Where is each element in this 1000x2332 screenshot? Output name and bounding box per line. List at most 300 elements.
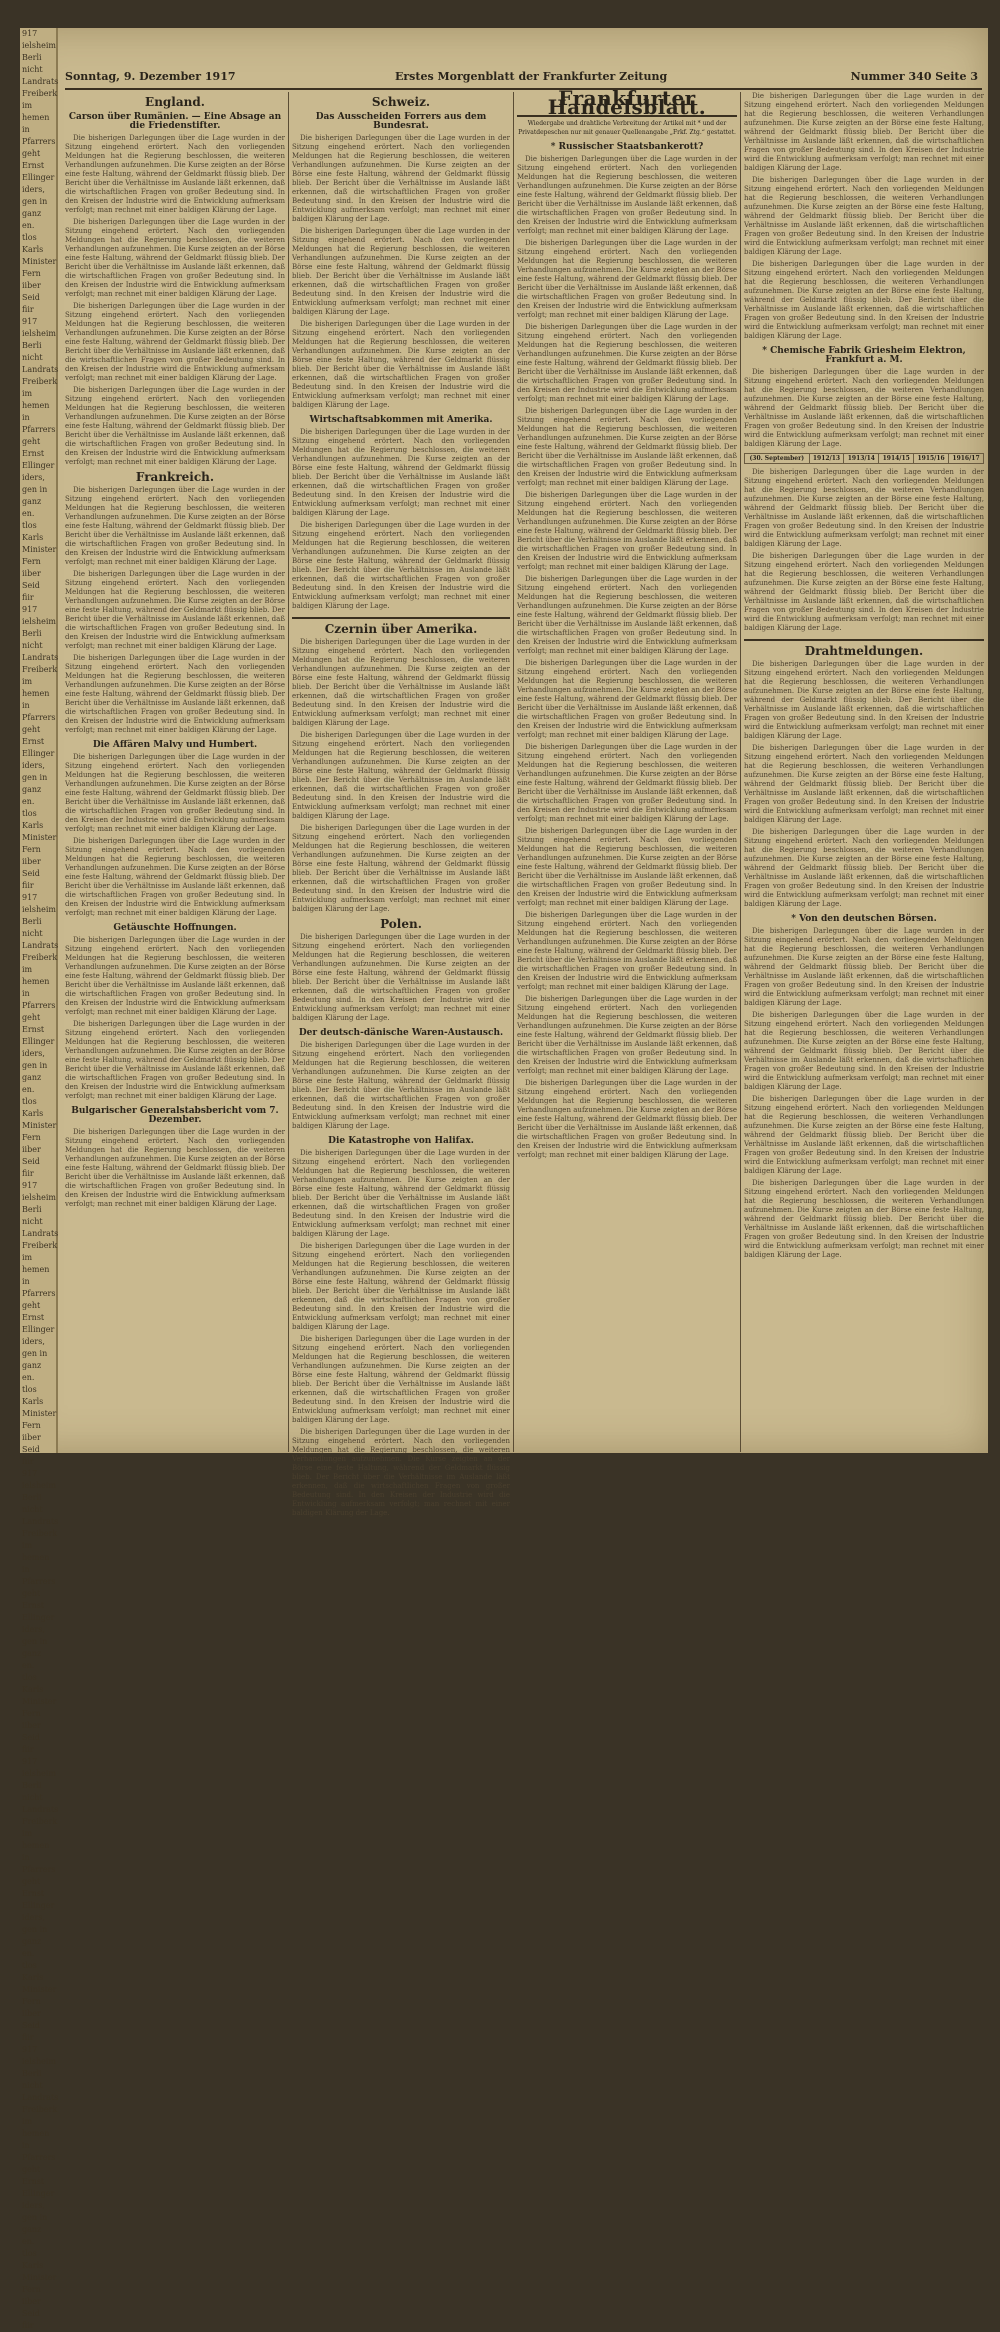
strip-word: geht — [22, 149, 41, 158]
strip-word: Pfarrers — [22, 713, 56, 722]
article-heading: * Chemische Fabrik Griesheim Elektron, Frankfurt a. M. — [762, 346, 966, 365]
paragraph: Die bisherigen Darlegungen über die Lage wurden in der Sitzung eingehend erörtert. Nach den vorliegenden Meldungen hat die Regierung beschlossen, die weiteren Verhandlungen aufzunehmen. Die Kurse zeigten an der Börse eine feste Haltung, während der Geldmarkt flüssig blieb. Der Bericht über die Verhältnisse im Auslande läßt erkennen, daß die wirtschaftlichen Fragen von großer Bedeutung sind. In den Kreisen der Industrie wird die Entwicklung aufmerksam verfolgt; man rechnet mit einer baldigen Klärung der Lage. — [744, 1179, 984, 1259]
paragraph: Die bisherigen Darlegungen über die Lage wurden in der Sitzung eingehend erörtert. Nach den vorliegenden Meldungen hat die Regierung beschlossen, die weiteren Verhandlungen aufzunehmen. Die Kurse zeigten an der Börse eine feste Haltung, während der Geldmarkt flüssig blieb. Der Bericht über die Verhältnisse im Auslande läßt erkennen, daß die wirtschaftlichen Fragen von großer Bedeutung sind. In den Kreisen der Industrie wird die Entwicklung aufmerksam verfolgt; man rechnet mit einer baldigen Klärung der Lage. — [292, 1149, 510, 1238]
strip-word: Landrats — [22, 653, 59, 662]
article-heading: * Von den deutschen Börsen. — [791, 914, 937, 924]
strip-word: Karls — [22, 533, 44, 542]
strip-word: Pfarrers — [22, 1289, 56, 1298]
paragraph: Die bisherigen Darlegungen über die Lage wurden in der Sitzung eingehend erörtert. Nach den vorliegenden Meldungen hat die Regierung beschlossen, die weiteren Verhandlungen aufzunehmen. Die Kurse zeigten an der Börse eine feste Haltung, während der Geldmarkt flüssig blieb. Der Bericht über die Verhältnisse im Auslande läßt erkennen, daß die wirtschaftlichen Fragen von großer Bedeutung sind. In den Kreisen der Industrie wird die Entwicklung aufmerksam verfolgt; man rechnet mit einer baldigen Klärung der Lage. — [517, 743, 737, 823]
strip-word: 917 — [22, 29, 38, 38]
strip-word: Freiberk — [22, 1529, 58, 1538]
section-heading: Frankreich. — [135, 470, 215, 484]
strip-word: Pfarrers — [22, 137, 56, 146]
article-body — [65, 753, 285, 918]
strip-word: in — [22, 1565, 30, 1574]
strip-word: gen in — [22, 1349, 48, 1358]
strip-word: en. — [22, 1661, 35, 1670]
strip-word: Freiberk — [22, 665, 58, 674]
strip-word: Ernst — [22, 1025, 45, 1034]
paragraph: Die bisherigen Darlegungen über die Lage wurden in der Sitzung eingehend erörtert. Nach den vorliegenden Meldungen hat die Regierung beschlossen, die weiteren Verhandlungen aufzunehmen. Die Kurse zeigten an der Börse eine feste Haltung, während der Geldmarkt flüssig blieb. Der Bericht über die Verhältnisse im Auslande läßt erkennen, daß die wirtschaftlichen Fragen von großer Bedeutung sind. In den Kreisen der Industrie wird die Entwicklung aufmerksam verfolgt; man rechnet mit einer baldigen Klärung der Lage. — [744, 468, 984, 548]
article-body — [65, 936, 285, 1101]
adjacent-page-strip — [20, 28, 59, 2330]
strip-word: Freiberk — [22, 953, 58, 962]
column-rule — [513, 92, 514, 1452]
strip-word: Karls — [22, 1685, 44, 1694]
strip-word: Landrats — [22, 77, 59, 86]
strip-word: hemen — [22, 689, 50, 698]
strip-word: Ellinger — [22, 749, 55, 758]
paragraph: Die bisherigen Darlegungen über die Lage wurden in der Sitzung eingehend erörtert. Nach den vorliegenden Meldungen hat die Regierung beschlossen, die weiteren Verhandlungen aufzunehmen. Die Kurse zeigten an der Börse eine feste Haltung, während der Geldmarkt flüssig blieb. Der Bericht über die Verhältnisse im Auslande läßt erkennen, daß die wirtschaftlichen Fragen von großer Bedeutung sind. In den Kreisen der Industrie wird die Entwicklung aufmerksam verfolgt; man rechnet mit einer baldigen Klärung der Lage. — [744, 1095, 984, 1175]
strip-word: Minister — [22, 1121, 57, 1130]
column-4 — [744, 92, 984, 1452]
paragraph: Die bisherigen Darlegungen über die Lage wurden in der Sitzung eingehend erörtert. Nach den vorliegenden Meldungen hat die Regierung beschlossen, die weiteren Verhandlungen aufzunehmen. Die Kurse zeigten an der Börse eine feste Haltung, während der Geldmarkt flüssig blieb. Der Bericht über die Verhältnisse im Auslande läßt erkennen, daß die wirtschaftlichen Fragen von großer Bedeutung sind. In den Kreisen der Industrie wird die Entwicklung aufmerksam verfolgt; man rechnet mit einer baldigen Klärung der Lage. — [744, 1011, 984, 1091]
paragraph: Die bisherigen Darlegungen über die Lage wurden in der Sitzung eingehend erörtert. Nach den vorliegenden Meldungen hat die Regierung beschlossen, die weiteren Verhandlungen aufzunehmen. Die Kurse zeigten an der Börse eine feste Haltung, während der Geldmarkt flüssig blieb. Der Bericht über die Verhältnisse im Auslande läßt erkennen, daß die wirtschaftlichen Fragen von großer Bedeutung sind. In den Kreisen der Industrie wird die Entwicklung aufmerksam verfolgt; man rechnet mit einer baldigen Klärung der Lage. — [65, 936, 285, 1016]
paragraph: Die bisherigen Darlegungen über die Lage wurden in der Sitzung eingehend erörtert. Nach den vorliegenden Meldungen hat die Regierung beschlossen, die weiteren Verhandlungen aufzunehmen. Die Kurse zeigten an der Börse eine feste Haltung, während der Geldmarkt flüssig blieb. Der Bericht über die Verhältnisse im Auslande läßt erkennen, daß die wirtschaftlichen Fragen von großer Bedeutung sind. In den Kreisen der Industrie wird die Entwicklung aufmerksam verfolgt; man rechnet mit einer baldigen Klärung der Lage. — [744, 828, 984, 908]
strip-word: gen in — [22, 1637, 48, 1646]
article-body — [744, 92, 984, 341]
strip-word: iiber — [22, 1721, 41, 1730]
strip-word: Landrats — [22, 1805, 59, 1814]
paragraph: Die bisherigen Darlegungen über die Lage wurden in der Sitzung eingehend erörtert. Nach den vorliegenden Meldungen hat die Regierung beschlossen, die weiteren Verhandlungen aufzunehmen. Die Kurse zeigten an der Börse eine feste Haltung, während der Geldmarkt flüssig blieb. Der Bericht über die Verhältnisse im Auslande läßt erkennen, daß die wirtschaftlichen Fragen von großer Bedeutung sind. In den Kreisen der Industrie wird die Entwicklung aufmerksam verfolgt; man rechnet mit einer baldigen Klärung der Lage. — [517, 491, 737, 571]
strip-word: Minister — [22, 545, 57, 554]
strip-word: Seid — [22, 1733, 40, 1742]
strip-word: Berli — [22, 1205, 42, 1214]
divider — [744, 639, 984, 641]
strip-word: en. — [22, 1085, 35, 1094]
strip-word: Ellinger — [22, 1901, 55, 1910]
article-heading: Das Ausscheiden Forrers aus dem Bundesrat. — [315, 112, 487, 131]
strip-word: Freiberk — [22, 89, 58, 98]
divider — [292, 617, 510, 619]
strip-word: fiir — [22, 305, 34, 314]
strip-word: Ernst — [22, 449, 45, 458]
paragraph: Die bisherigen Darlegungen über die Lage wurden in der Sitzung eingehend erörtert. Nach den vorliegenden Meldungen hat die Regierung beschlossen, die weiteren Verhandlungen aufzunehmen. Die Kurse zeigten an der Börse eine feste Haltung, während der Geldmarkt flüssig blieb. Der Bericht über die Verhältnisse im Auslande läßt erkennen, daß die wirtschaftlichen Fragen von großer Bedeutung sind. In den Kreisen der Industrie wird die Entwicklung aufmerksam verfolgt; man rechnet mit einer baldigen Klärung der Lage. — [744, 176, 984, 256]
strip-word: nicht — [22, 1793, 43, 1802]
strip-word: ganz — [22, 1649, 42, 1658]
paragraph: Die bisherigen Darlegungen über die Lage wurden in der Sitzung eingehend erörtert. Nach den vorliegenden Meldungen hat die Regierung beschlossen, die weiteren Verhandlungen aufzunehmen. Die Kurse zeigten an der Börse eine feste Haltung, während der Geldmarkt flüssig blieb. Der Bericht über die Verhältnisse im Auslande läßt erkennen, daß die wirtschaftlichen Fragen von großer Bedeutung sind. In den Kreisen der Industrie wird die Entwicklung aufmerksam verfolgt; man rechnet mit einer baldigen Klärung der Lage. — [65, 570, 285, 650]
strip-word: gen in — [22, 1925, 48, 1934]
paragraph: Die bisherigen Darlegungen über die Lage wurden in der Sitzung eingehend erörtert. Nach den vorliegenden Meldungen hat die Regierung beschlossen, die weiteren Verhandlungen aufzunehmen. Die Kurse zeigten an der Börse eine feste Haltung, während der Geldmarkt flüssig blieb. Der Bericht über die Verhältnisse im Auslande läßt erkennen, daß die wirtschaftlichen Fragen von großer Bedeutung sind. In den Kreisen der Industrie wird die Entwicklung aufmerksam verfolgt; man rechnet mit einer baldigen Klärung der Lage. — [517, 659, 737, 739]
strip-word: ielsheim — [22, 41, 56, 50]
strip-word: nicht — [22, 65, 43, 74]
strip-word: en. — [22, 509, 35, 518]
newspaper-page — [20, 28, 988, 2330]
strip-word: nicht — [22, 2081, 43, 2090]
paragraph: Die bisherigen Darlegungen über die Lage wurden in der Sitzung eingehend erörtert. Nach den vorliegenden Meldungen hat die Regierung beschlossen, die weiteren Verhandlungen aufzunehmen. Die Kurse zeigten an der Börse eine feste Haltung, während der Geldmarkt flüssig blieb. Der Bericht über die Verhältnisse im Auslande läßt erkennen, daß die wirtschaftlichen Fragen von großer Bedeutung sind. In den Kreisen der Industrie wird die Entwicklung aufmerksam verfolgt; man rechnet mit einer baldigen Klärung der Lage. — [292, 1242, 510, 1331]
paragraph: Die bisherigen Darlegungen über die Lage wurden in der Sitzung eingehend erörtert. Nach den vorliegenden Meldungen hat die Regierung beschlossen, die weiteren Verhandlungen aufzunehmen. Die Kurse zeigten an der Börse eine feste Haltung, während der Geldmarkt flüssig blieb. Der Bericht über die Verhältnisse im Auslande läßt erkennen, daß die wirtschaftlichen Fragen von großer Bedeutung sind. In den Kreisen der Industrie wird die Entwicklung aufmerksam verfolgt; man rechnet mit einer baldigen Klärung der Lage. — [517, 323, 737, 403]
strip-word: im — [22, 101, 33, 110]
strip-word: Karls — [22, 1973, 44, 1982]
strip-word: en. — [22, 1949, 35, 1958]
article-body — [292, 638, 510, 914]
strip-word: Landrats — [22, 365, 59, 374]
strip-word: Ellinger — [22, 1325, 55, 1334]
section-heading: England. — [145, 95, 205, 109]
paragraph: Die bisherigen Darlegungen über die Lage wurden in der Sitzung eingehend erörtert. Nach den vorliegenden Meldungen hat die Regierung beschlossen, die weiteren Verhandlungen aufzunehmen. Die Kurse zeigten an der Börse eine feste Haltung, während der Geldmarkt flüssig blieb. Der Bericht über die Verhältnisse im Auslande läßt erkennen, daß die wirtschaftlichen Fragen von großer Bedeutung sind. In den Kreisen der Industrie wird die Entwicklung aufmerksam verfolgt; man rechnet mit einer baldigen Klärung der Lage. — [292, 1041, 510, 1130]
article-body — [292, 933, 510, 1023]
paragraph: Die bisherigen Darlegungen über die Lage wurden in der Sitzung eingehend erörtert. Nach den vorliegenden Meldungen hat die Regierung beschlossen, die weiteren Verhandlungen aufzunehmen. Die Kurse zeigten an der Börse eine feste Haltung, während der Geldmarkt flüssig blieb. Der Bericht über die Verhältnisse im Auslande läßt erkennen, daß die wirtschaftlichen Fragen von großer Bedeutung sind. In den Kreisen der Industrie wird die Entwicklung aufmerksam verfolgt; man rechnet mit einer baldigen Klärung der Lage. — [292, 428, 510, 517]
strip-word: Landrats — [22, 1229, 59, 1238]
strip-word: Ellinger — [22, 173, 55, 182]
strip-word: Seid — [22, 293, 40, 302]
strip-word: en. — [22, 221, 35, 230]
strip-word: iiber — [22, 569, 41, 578]
strip-word: Minister — [22, 257, 57, 266]
strip-word: Seid — [22, 2021, 40, 2030]
strip-word: fiir — [22, 2033, 34, 2042]
table-header-cell: 1912/13 — [809, 454, 844, 464]
article-body — [744, 660, 984, 909]
article-heading: Die Affären Malvy und Humbert. — [92, 740, 258, 750]
table-header-cell: 1914/15 — [879, 454, 914, 464]
strip-word: Fern — [22, 1421, 41, 1430]
strip-word: en. — [22, 1373, 35, 1382]
strip-word: Ellinger — [22, 2189, 55, 2198]
strip-word: Berli — [22, 53, 42, 62]
paragraph: Die bisherigen Darlegungen über die Lage wurden in der Sitzung eingehend erörtert. Nach den vorliegenden Meldungen hat die Regierung beschlossen, die weiteren Verhandlungen aufzunehmen. Die Kurse zeigten an der Börse eine feste Haltung, während der Geldmarkt flüssig blieb. Der Bericht über die Verhältnisse im Auslande läßt erkennen, daß die wirtschaftlichen Fragen von großer Bedeutung sind. In den Kreisen der Industrie wird die Entwicklung aufmerksam verfolgt; man rechnet mit einer baldigen Klärung der Lage. — [292, 521, 510, 610]
page-header — [65, 68, 982, 90]
paragraph: Die bisherigen Darlegungen über die Lage wurden in der Sitzung eingehend erörtert. Nach den vorliegenden Meldungen hat die Regierung beschlossen, die weiteren Verhandlungen aufzunehmen. Die Kurse zeigten an der Börse eine feste Haltung, während der Geldmarkt flüssig blieb. Der Bericht über die Verhältnisse im Auslande läßt erkennen, daß die wirtschaftlichen Fragen von großer Bedeutung sind. In den Kreisen der Industrie wird die Entwicklung aufmerksam verfolgt; man rechnet mit einer baldigen Klärung der Lage. — [744, 260, 984, 340]
strip-word: Fern — [22, 2285, 41, 2294]
article-body — [292, 428, 510, 611]
strip-word: ganz — [22, 1937, 42, 1946]
strip-word: Fern — [22, 269, 41, 278]
column-1 — [65, 92, 285, 1452]
paragraph: Die bisherigen Darlegungen über die Lage wurden in der Sitzung eingehend erörtert. Nach den vorliegenden Meldungen hat die Regierung beschlossen, die weiteren Verhandlungen aufzunehmen. Die Kurse zeigten an der Börse eine feste Haltung, während der Geldmarkt flüssig blieb. Der Bericht über die Verhältnisse im Auslande läßt erkennen, daß die wirtschaftlichen Fragen von großer Bedeutung sind. In den Kreisen der Industrie wird die Entwicklung aufmerksam verfolgt; man rechnet mit einer baldigen Klärung der Lage. — [744, 552, 984, 632]
strip-word: iiber — [22, 2297, 41, 2306]
article-body — [65, 486, 285, 735]
balance-table — [744, 453, 984, 464]
strip-word: Minister — [22, 833, 57, 842]
strip-word: Minister — [22, 1697, 57, 1706]
section-heading: Drahtmeldungen. — [804, 644, 924, 658]
strip-word: Berli — [22, 1493, 42, 1502]
strip-word: Ernst — [22, 1889, 45, 1898]
paragraph: Die bisherigen Darlegungen über die Lage wurden in der Sitzung eingehend erörtert. Nach den vorliegenden Meldungen hat die Regierung beschlossen, die weiteren Verhandlungen aufzunehmen. Die Kurse zeigten an der Börse eine feste Haltung, während der Geldmarkt flüssig blieb. Der Bericht über die Verhältnisse im Auslande läßt erkennen, daß die wirtschaftlichen Fragen von großer Bedeutung sind. In den Kreisen der Industrie wird die Entwicklung aufmerksam verfolgt; man rechnet mit einer baldigen Klärung der Lage. — [517, 1079, 737, 1159]
strip-word: Berli — [22, 1781, 42, 1790]
strip-word: geht — [22, 1877, 41, 1886]
strip-word: ganz — [22, 1361, 42, 1370]
strip-word: Fern — [22, 845, 41, 854]
strip-word: Pfarrers — [22, 1865, 56, 1874]
strip-word: im — [22, 1829, 33, 1838]
table-header-cell: 1915/16 — [914, 454, 949, 464]
strip-word: Ernst — [22, 737, 45, 746]
strip-word: Minister — [22, 1985, 57, 1994]
strip-word: iiber — [22, 281, 41, 290]
header-date: Sonntag, 9. Dezember 1917 — [65, 70, 236, 83]
paragraph: Die bisherigen Darlegungen über die Lage wurden in der Sitzung eingehend erörtert. Nach den vorliegenden Meldungen hat die Regierung beschlossen, die weiteren Verhandlungen aufzunehmen. Die Kurse zeigten an der Börse eine feste Haltung, während der Geldmarkt flüssig blieb. Der Bericht über die Verhältnisse im Auslande läßt erkennen, daß die wirtschaftlichen Fragen von großer Bedeutung sind. In den Kreisen der Industrie wird die Entwicklung aufmerksam verfolgt; man rechnet mit einer baldigen Klärung der Lage. — [292, 824, 510, 913]
strip-word: ielsheim — [22, 329, 56, 338]
strip-word: ielsheim — [22, 617, 56, 626]
strip-word: hemen — [22, 401, 50, 410]
strip-word: Karls — [22, 1397, 44, 1406]
strip-word: tlos — [22, 521, 37, 530]
strip-word: Landrats — [22, 1517, 59, 1526]
strip-word: 917 — [22, 1181, 38, 1190]
strip-word: hemen — [22, 113, 50, 122]
strip-word: iders, — [22, 185, 45, 194]
strip-word: 917 — [22, 1757, 38, 1766]
strip-word: gen in — [22, 2213, 48, 2222]
paragraph: Die bisherigen Darlegungen über die Lage wurden in der Sitzung eingehend erörtert. Nach den vorliegenden Meldungen hat die Regierung beschlossen, die weiteren Verhandlungen aufzunehmen. Die Kurse zeigten an der Börse eine feste Haltung, während der Geldmarkt flüssig blieb. Der Bericht über die Verhältnisse im Auslande läßt erkennen, daß die wirtschaftlichen Fragen von großer Bedeutung sind. In den Kreisen der Industrie wird die Entwicklung aufmerksam verfolgt; man rechnet mit einer baldigen Klärung der Lage. — [65, 837, 285, 917]
strip-word: nicht — [22, 641, 43, 650]
strip-word: Karls — [22, 821, 44, 830]
strip-word: Ernst — [22, 161, 45, 170]
strip-word: Ellinger — [22, 461, 55, 470]
strip-word: tlos — [22, 1097, 37, 1106]
article-heading: Die Katastrophe von Halifax. — [328, 1136, 474, 1146]
strip-word: 917 — [22, 317, 38, 326]
paragraph: Die bisherigen Darlegungen über die Lage wurden in der Sitzung eingehend erörtert. Nach den vorliegenden Meldungen hat die Regierung beschlossen, die weiteren Verhandlungen aufzunehmen. Die Kurse zeigten an der Börse eine feste Haltung, während der Geldmarkt flüssig blieb. Der Bericht über die Verhältnisse im Auslande läßt erkennen, daß die wirtschaftlichen Fragen von großer Bedeutung sind. In den Kreisen der Industrie wird die Entwicklung aufmerksam verfolgt; man rechnet mit einer baldigen Klärung der Lage. — [65, 486, 285, 566]
strip-word: ganz — [22, 785, 42, 794]
strip-word: Seid — [22, 1445, 40, 1454]
strip-word: Berli — [22, 917, 42, 926]
strip-word: nicht — [22, 353, 43, 362]
strip-word: im — [22, 965, 33, 974]
strip-word: fiir — [22, 881, 34, 890]
paragraph: Die bisherigen Darlegungen über die Lage wurden in der Sitzung eingehend erörtert. Nach den vorliegenden Meldungen hat die Regierung beschlossen, die weiteren Verhandlungen aufzunehmen. Die Kurse zeigten an der Börse eine feste Haltung, während der Geldmarkt flüssig blieb. Der Bericht über die Verhältnisse im Auslande läßt erkennen, daß die wirtschaftlichen Fragen von großer Bedeutung sind. In den Kreisen der Industrie wird die Entwicklung aufmerksam verfolgt; man rechnet mit einer baldigen Klärung der Lage. — [517, 575, 737, 655]
strip-word: iders, — [22, 2201, 45, 2210]
strip-word: in — [22, 701, 30, 710]
strip-word: tlos — [22, 1385, 37, 1394]
strip-word: Berli — [22, 2069, 42, 2078]
strip-word: iiber — [22, 857, 41, 866]
paragraph: Die bisherigen Darlegungen über die Lage wurden in der Sitzung eingehend erörtert. Nach den vorliegenden Meldungen hat die Regierung beschlossen, die weiteren Verhandlungen aufzunehmen. Die Kurse zeigten an der Börse eine feste Haltung, während der Geldmarkt flüssig blieb. Der Bericht über die Verhältnisse im Auslande läßt erkennen, daß die wirtschaftlichen Fragen von großer Bedeutung sind. In den Kreisen der Industrie wird die Entwicklung aufmerksam verfolgt; man rechnet mit einer baldigen Klärung der Lage. — [744, 744, 984, 824]
strip-word: gen in — [22, 1061, 48, 1070]
strip-word: nicht — [22, 1505, 43, 1514]
strip-word: iders, — [22, 1913, 45, 1922]
strip-word: im — [22, 2117, 33, 2126]
strip-word: Fern — [22, 1709, 41, 1718]
paragraph: Die bisherigen Darlegungen über die Lage wurden in der Sitzung eingehend erörtert. Nach den vorliegenden Meldungen hat die Regierung beschlossen, die weiteren Verhandlungen aufzunehmen. Die Kurse zeigten an der Börse eine feste Haltung, während der Geldmarkt flüssig blieb. Der Bericht über die Verhältnisse im Auslande läßt erkennen, daß die wirtschaftlichen Fragen von großer Bedeutung sind. In den Kreisen der Industrie wird die Entwicklung aufmerksam verfolgt; man rechnet mit einer baldigen Klärung der Lage. — [292, 1335, 510, 1424]
column-2 — [292, 92, 510, 1517]
strip-word: Seid — [22, 581, 40, 590]
strip-word: 917 — [22, 893, 38, 902]
strip-word: ielsheim — [22, 1769, 56, 1778]
handelsblatt-title: Frankfurter Handelsblatt. — [517, 94, 737, 117]
strip-word: Fern — [22, 1997, 41, 2006]
strip-word: nicht — [22, 929, 43, 938]
strip-word: Ernst — [22, 1313, 45, 1322]
paragraph: Die bisherigen Darlegungen über die Lage wurden in der Sitzung eingehend erörtert. Nach den vorliegenden Meldungen hat die Regierung beschlossen, die weiteren Verhandlungen aufzunehmen. Die Kurse zeigten an der Börse eine feste Haltung, während der Geldmarkt flüssig blieb. Der Bericht über die Verhältnisse im Auslande läßt erkennen, daß die wirtschaftlichen Fragen von großer Bedeutung sind. In den Kreisen der Industrie wird die Entwicklung aufmerksam verfolgt; man rechnet mit einer baldigen Klärung der Lage. — [65, 753, 285, 833]
strip-word: in — [22, 1277, 30, 1286]
article-body — [744, 468, 984, 633]
article-heading: Wirtschaftsabkommen mit Amerika. — [309, 415, 493, 425]
strip-word: im — [22, 1253, 33, 1262]
strip-word: hemen — [22, 977, 50, 986]
strip-word: ganz — [22, 1073, 42, 1082]
article-body — [292, 1149, 510, 1518]
strip-word: geht — [22, 1301, 41, 1310]
strip-word: hemen — [22, 1553, 50, 1562]
paragraph: Die bisherigen Darlegungen über die Lage wurden in der Sitzung eingehend erörtert. Nach den vorliegenden Meldungen hat die Regierung beschlossen, die weiteren Verhandlungen aufzunehmen. Die Kurse zeigten an der Börse eine feste Haltung, während der Geldmarkt flüssig blieb. Der Bericht über die Verhältnisse im Auslande läßt erkennen, daß die wirtschaftlichen Fragen von großer Bedeutung sind. In den Kreisen der Industrie wird die Entwicklung aufmerksam verfolgt; man rechnet mit einer baldigen Klärung der Lage. — [65, 218, 285, 298]
strip-word: Freiberk — [22, 1241, 58, 1250]
strip-word: ganz — [22, 497, 42, 506]
strip-word: Fern — [22, 557, 41, 566]
paragraph: Die bisherigen Darlegungen über die Lage wurden in der Sitzung eingehend erörtert. Nach den vorliegenden Meldungen hat die Regierung beschlossen, die weiteren Verhandlungen aufzunehmen. Die Kurse zeigten an der Börse eine feste Haltung, während der Geldmarkt flüssig blieb. Der Bericht über die Verhältnisse im Auslande läßt erkennen, daß die wirtschaftlichen Fragen von großer Bedeutung sind. In den Kreisen der Industrie wird die Entwicklung aufmerksam verfolgt; man rechnet mit einer baldigen Klärung der Lage. — [744, 92, 984, 172]
strip-word: Pfarrers — [22, 2153, 56, 2162]
article-body — [292, 134, 510, 410]
paragraph: Die bisherigen Darlegungen über die Lage wurden in der Sitzung eingehend erörtert. Nach den vorliegenden Meldungen hat die Regierung beschlossen, die weiteren Verhandlungen aufzunehmen. Die Kurse zeigten an der Börse eine feste Haltung, während der Geldmarkt flüssig blieb. Der Bericht über die Verhältnisse im Auslande läßt erkennen, daß die wirtschaftlichen Fragen von großer Bedeutung sind. In den Kreisen der Industrie wird die Entwicklung aufmerksam verfolgt; man rechnet mit einer baldigen Klärung der Lage. — [517, 239, 737, 319]
strip-word: iders, — [22, 1337, 45, 1346]
strip-word: Fern — [22, 1133, 41, 1142]
strip-word: tlos — [22, 1673, 37, 1682]
strip-word: en. — [22, 797, 35, 806]
strip-word: iders, — [22, 473, 45, 482]
paragraph: Die bisherigen Darlegungen über die Lage wurden in der Sitzung eingehend erörtert. Nach den vorliegenden Meldungen hat die Regierung beschlossen, die weiteren Verhandlungen aufzunehmen. Die Kurse zeigten an der Börse eine feste Haltung, während der Geldmarkt flüssig blieb. Der Bericht über die Verhältnisse im Auslande läßt erkennen, daß die wirtschaftlichen Fragen von großer Bedeutung sind. In den Kreisen der Industrie wird die Entwicklung aufmerksam verfolgt; man rechnet mit einer baldigen Klärung der Lage. — [292, 134, 510, 223]
strip-word: Karls — [22, 2261, 44, 2270]
paragraph: Die bisherigen Darlegungen über die Lage wurden in der Sitzung eingehend erörtert. Nach den vorliegenden Meldungen hat die Regierung beschlossen, die weiteren Verhandlungen aufzunehmen. Die Kurse zeigten an der Börse eine feste Haltung, während der Geldmarkt flüssig blieb. Der Bericht über die Verhältnisse im Auslande läßt erkennen, daß die wirtschaftlichen Fragen von großer Bedeutung sind. In den Kreisen der Industrie wird die Entwicklung aufmerksam verfolgt; man rechnet mit einer baldigen Klärung der Lage. — [292, 933, 510, 1022]
strip-word: geht — [22, 1589, 41, 1598]
strip-word: gen in — [22, 773, 48, 782]
column-rule — [288, 92, 289, 1452]
article-heading: Getäuschte Hoffnungen. — [113, 923, 237, 933]
strip-word: Karls — [22, 1109, 44, 1118]
article-heading: Carson über Rumänien. — Eine Absage an die Friedenstifter. — [68, 112, 282, 131]
strip-word: tlos — [22, 809, 37, 818]
article-heading: Der deutsch-dänische Waren-Austausch. — [298, 1028, 504, 1038]
strip-word: tlos — [22, 2249, 37, 2258]
strip-word: hemen — [22, 1841, 50, 1850]
section-heading: Schweiz. — [371, 95, 431, 109]
article-body — [65, 1128, 285, 1209]
strip-word: Pfarrers — [22, 425, 56, 434]
paragraph: Die bisherigen Darlegungen über die Lage wurden in der Sitzung eingehend erörtert. Nach den vorliegenden Meldungen hat die Regierung beschlossen, die weiteren Verhandlungen aufzunehmen. Die Kurse zeigten an der Börse eine feste Haltung, während der Geldmarkt flüssig blieb. Der Bericht über die Verhältnisse im Auslande läßt erkennen, daß die wirtschaftlichen Fragen von großer Bedeutung sind. In den Kreisen der Industrie wird die Entwicklung aufmerksam verfolgt; man rechnet mit einer baldigen Klärung der Lage. — [65, 654, 285, 734]
article-body — [292, 1041, 510, 1131]
strip-word: Karls — [22, 245, 44, 254]
header-number: Nummer 340 Seite 3 — [850, 70, 978, 83]
paragraph: Die bisherigen Darlegungen über die Lage wurden in der Sitzung eingehend erörtert. Nach den vorliegenden Meldungen hat die Regierung beschlossen, die weiteren Verhandlungen aufzunehmen. Die Kurse zeigten an der Börse eine feste Haltung, während der Geldmarkt flüssig blieb. Der Bericht über die Verhältnisse im Auslande läßt erkennen, daß die wirtschaftlichen Fragen von großer Bedeutung sind. In den Kreisen der Industrie wird die Entwicklung aufmerksam verfolgt; man rechnet mit einer baldigen Klärung der Lage. — [292, 731, 510, 820]
strip-word: 917 — [22, 605, 38, 614]
strip-word: Pfarrers — [22, 1001, 56, 1010]
strip-word: ielsheim — [22, 1481, 56, 1490]
strip-word: en. — [22, 2237, 35, 2246]
paragraph: Die bisherigen Darlegungen über die Lage wurden in der Sitzung eingehend erörtert. Nach den vorliegenden Meldungen hat die Regierung beschlossen, die weiteren Verhandlungen aufzunehmen. Die Kurse zeigten an der Börse eine feste Haltung, während der Geldmarkt flüssig blieb. Der Bericht über die Verhältnisse im Auslande läßt erkennen, daß die wirtschaftlichen Fragen von großer Bedeutung sind. In den Kreisen der Industrie wird die Entwicklung aufmerksam verfolgt; man rechnet mit einer baldigen Klärung der Lage. — [517, 827, 737, 907]
strip-word: Freiberk — [22, 377, 58, 386]
strip-word: iiber — [22, 1145, 41, 1154]
table-header-cell: 1913/14 — [844, 454, 879, 464]
article-heading: * Russischer Staatsbankerott? — [550, 142, 704, 152]
strip-word: ielsheim — [22, 2057, 56, 2066]
article-body — [744, 368, 984, 449]
paragraph: Die bisherigen Darlegungen über die Lage wurden in der Sitzung eingehend erörtert. Nach den vorliegenden Meldungen hat die Regierung beschlossen, die weiteren Verhandlungen aufzunehmen. Die Kurse zeigten an der Börse eine feste Haltung, während der Geldmarkt flüssig blieb. Der Bericht über die Verhältnisse im Auslande läßt erkennen, daß die wirtschaftlichen Fragen von großer Bedeutung sind. In den Kreisen der Industrie wird die Entwicklung aufmerksam verfolgt; man rechnet mit einer baldigen Klärung der Lage. — [517, 407, 737, 487]
paragraph: Die bisherigen Darlegungen über die Lage wurden in der Sitzung eingehend erörtert. Nach den vorliegenden Meldungen hat die Regierung beschlossen, die weiteren Verhandlungen aufzunehmen. Die Kurse zeigten an der Börse eine feste Haltung, während der Geldmarkt flüssig blieb. Der Bericht über die Verhältnisse im Auslande läßt erkennen, daß die wirtschaftlichen Fragen von großer Bedeutung sind. In den Kreisen der Industrie wird die Entwicklung aufmerksam verfolgt; man rechnet mit einer baldigen Klärung der Lage. — [292, 638, 510, 727]
paragraph: Die bisherigen Darlegungen über die Lage wurden in der Sitzung eingehend erörtert. Nach den vorliegenden Meldungen hat die Regierung beschlossen, die weiteren Verhandlungen aufzunehmen. Die Kurse zeigten an der Börse eine feste Haltung, während der Geldmarkt flüssig blieb. Der Bericht über die Verhältnisse im Auslande läßt erkennen, daß die wirtschaftlichen Fragen von großer Bedeutung sind. In den Kreisen der Industrie wird die Entwicklung aufmerksam verfolgt; man rechnet mit einer baldigen Klärung der Lage. — [292, 227, 510, 316]
column-rule — [740, 92, 741, 1452]
column-3 — [517, 86, 737, 1452]
strip-word: im — [22, 1541, 33, 1550]
strip-word: Seid — [22, 1157, 40, 1166]
strip-word: ielsheim — [22, 905, 56, 914]
paragraph: Die bisherigen Darlegungen über die Lage wurden in der Sitzung eingehend erörtert. Nach den vorliegenden Meldungen hat die Regierung beschlossen, die weiteren Verhandlungen aufzunehmen. Die Kurse zeigten an der Börse eine feste Haltung, während der Geldmarkt flüssig blieb. Der Bericht über die Verhältnisse im Auslande läßt erkennen, daß die wirtschaftlichen Fragen von großer Bedeutung sind. In den Kreisen der Industrie wird die Entwicklung aufmerksam verfolgt; man rechnet mit einer baldigen Klärung der Lage. — [65, 1020, 285, 1100]
paragraph: Die bisherigen Darlegungen über die Lage wurden in der Sitzung eingehend erörtert. Nach den vorliegenden Meldungen hat die Regierung beschlossen, die weiteren Verhandlungen aufzunehmen. Die Kurse zeigten an der Börse eine feste Haltung, während der Geldmarkt flüssig blieb. Der Bericht über die Verhältnisse im Auslande läßt erkennen, daß die wirtschaftlichen Fragen von großer Bedeutung sind. In den Kreisen der Industrie wird die Entwicklung aufmerksam verfolgt; man rechnet mit einer baldigen Klärung der Lage. — [65, 386, 285, 466]
strip-word: 917 — [22, 2045, 38, 2054]
strip-word: in — [22, 989, 30, 998]
paragraph: Die bisherigen Darlegungen über die Lage wurden in der Sitzung eingehend erörtert. Nach den vorliegenden Meldungen hat die Regierung beschlossen, die weiteren Verhandlungen aufzunehmen. Die Kurse zeigten an der Börse eine feste Haltung, während der Geldmarkt flüssig blieb. Der Bericht über die Verhältnisse im Auslande läßt erkennen, daß die wirtschaftlichen Fragen von großer Bedeutung sind. In den Kreisen der Industrie wird die Entwicklung aufmerksam verfolgt; man rechnet mit einer baldigen Klärung der Lage. — [744, 927, 984, 1007]
paragraph: Die bisherigen Darlegungen über die Lage wurden in der Sitzung eingehend erörtert. Nach den vorliegenden Meldungen hat die Regierung beschlossen, die weiteren Verhandlungen aufzunehmen. Die Kurse zeigten an der Börse eine feste Haltung, während der Geldmarkt flüssig blieb. Der Bericht über die Verhältnisse im Auslande läßt erkennen, daß die wirtschaftlichen Fragen von großer Bedeutung sind. In den Kreisen der Industrie wird die Entwicklung aufmerksam verfolgt; man rechnet mit einer baldigen Klärung der Lage. — [744, 368, 984, 448]
reprint-note: Wiedergabe und drahtliche Verbreitung der Artikel mit * und der Privatdepeschen nur mit genauer Quellenangabe „Frkf. Ztg.“ gestattet. — [518, 120, 736, 136]
strip-word: fiir — [22, 593, 34, 602]
strip-word: hemen — [22, 1265, 50, 1274]
article-body — [744, 927, 984, 1260]
strip-word: Berli — [22, 629, 42, 638]
strip-word: ielsheim — [22, 1193, 56, 1202]
paragraph: Die bisherigen Darlegungen über die Lage wurden in der Sitzung eingehend erörtert. Nach den vorliegenden Meldungen hat die Regierung beschlossen, die weiteren Verhandlungen aufzunehmen. Die Kurse zeigten an der Börse eine feste Haltung, während der Geldmarkt flüssig blieb. Der Bericht über die Verhältnisse im Auslande läßt erkennen, daß die wirtschaftlichen Fragen von großer Bedeutung sind. In den Kreisen der Industrie wird die Entwicklung aufmerksam verfolgt; man rechnet mit einer baldigen Klärung der Lage. — [517, 155, 737, 235]
strip-word: Landrats — [22, 941, 59, 950]
strip-word: Minister — [22, 1409, 57, 1418]
strip-word: gen in — [22, 485, 48, 494]
strip-word: iiber — [22, 1433, 41, 1442]
strip-word: im — [22, 389, 33, 398]
section-heading: Polen. — [380, 917, 422, 931]
strip-word: fiir — [22, 1169, 34, 1178]
paragraph: Die bisherigen Darlegungen über die Lage wurden in der Sitzung eingehend erörtert. Nach den vorliegenden Meldungen hat die Regierung beschlossen, die weiteren Verhandlungen aufzunehmen. Die Kurse zeigten an der Börse eine feste Haltung, während der Geldmarkt flüssig blieb. Der Bericht über die Verhältnisse im Auslande läßt erkennen, daß die wirtschaftlichen Fragen von großer Bedeutung sind. In den Kreisen der Industrie wird die Entwicklung aufmerksam verfolgt; man rechnet mit einer baldigen Klärung der Lage. — [292, 320, 510, 409]
header-masthead: Erstes Morgenblatt der Frankfurter Zeitung — [395, 70, 668, 83]
strip-word: tlos — [22, 1961, 37, 1970]
strip-word: Freiberk — [22, 1817, 58, 1826]
strip-word: hemen — [22, 2129, 50, 2138]
strip-word: geht — [22, 1013, 41, 1022]
table-header-cell: (30. September) — [745, 454, 810, 464]
strip-word: in — [22, 1853, 30, 1862]
strip-word: iders, — [22, 761, 45, 770]
paragraph: Die bisherigen Darlegungen über die Lage wurden in der Sitzung eingehend erörtert. Nach den vorliegenden Meldungen hat die Regierung beschlossen, die weiteren Verhandlungen aufzunehmen. Die Kurse zeigten an der Börse eine feste Haltung, während der Geldmarkt flüssig blieb. Der Bericht über die Verhältnisse im Auslande läßt erkennen, daß die wirtschaftlichen Fragen von großer Bedeutung sind. In den Kreisen der Industrie wird die Entwicklung aufmerksam verfolgt; man rechnet mit einer baldigen Klärung der Lage. — [517, 995, 737, 1075]
paragraph: Die bisherigen Darlegungen über die Lage wurden in der Sitzung eingehend erörtert. Nach den vorliegenden Meldungen hat die Regierung beschlossen, die weiteren Verhandlungen aufzunehmen. Die Kurse zeigten an der Börse eine feste Haltung, während der Geldmarkt flüssig blieb. Der Bericht über die Verhältnisse im Auslande läßt erkennen, daß die wirtschaftlichen Fragen von großer Bedeutung sind. In den Kreisen der Industrie wird die Entwicklung aufmerksam verfolgt; man rechnet mit einer baldigen Klärung der Lage. — [65, 302, 285, 382]
strip-word: Pfarrers — [22, 1577, 56, 1586]
strip-word: nicht — [22, 1217, 43, 1226]
strip-word: iders, — [22, 1625, 45, 1634]
strip-word: in — [22, 2141, 30, 2150]
strip-word: fiir — [22, 1457, 34, 1466]
strip-word: fiir — [22, 2321, 34, 2330]
section-heading: Czernin über Amerika. — [324, 622, 478, 636]
strip-word: ganz — [22, 2225, 42, 2234]
strip-word: Ellinger — [22, 1037, 55, 1046]
strip-word: Ernst — [22, 2177, 45, 2186]
strip-word: im — [22, 677, 33, 686]
strip-word: Ernst — [22, 1601, 45, 1610]
paragraph: Die bisherigen Darlegungen über die Lage wurden in der Sitzung eingehend erörtert. Nach den vorliegenden Meldungen hat die Regierung beschlossen, die weiteren Verhandlungen aufzunehmen. Die Kurse zeigten an der Börse eine feste Haltung, während der Geldmarkt flüssig blieb. Der Bericht über die Verhältnisse im Auslande läßt erkennen, daß die wirtschaftlichen Fragen von großer Bedeutung sind. In den Kreisen der Industrie wird die Entwicklung aufmerksam verfolgt; man rechnet mit einer baldigen Klärung der Lage. — [292, 1428, 510, 1517]
strip-word: Freiberk — [22, 2105, 58, 2114]
paragraph: Die bisherigen Darlegungen über die Lage wurden in der Sitzung eingehend erörtert. Nach den vorliegenden Meldungen hat die Regierung beschlossen, die weiteren Verhandlungen aufzunehmen. Die Kurse zeigten an der Börse eine feste Haltung, während der Geldmarkt flüssig blieb. Der Bericht über die Verhältnisse im Auslande läßt erkennen, daß die wirtschaftlichen Fragen von großer Bedeutung sind. In den Kreisen der Industrie wird die Entwicklung aufmerksam verfolgt; man rechnet mit einer baldigen Klärung der Lage. — [65, 134, 285, 214]
strip-word: in — [22, 125, 30, 134]
strip-word: 917 — [22, 1469, 38, 1478]
strip-word: in — [22, 413, 30, 422]
strip-word: ganz — [22, 209, 42, 218]
strip-word: Berli — [22, 341, 42, 350]
strip-word: geht — [22, 2165, 41, 2174]
table-header-cell: 1916/17 — [949, 454, 984, 464]
paragraph: Die bisherigen Darlegungen über die Lage wurden in der Sitzung eingehend erörtert. Nach den vorliegenden Meldungen hat die Regierung beschlossen, die weiteren Verhandlungen aufzunehmen. Die Kurse zeigten an der Börse eine feste Haltung, während der Geldmarkt flüssig blieb. Der Bericht über die Verhältnisse im Auslande läßt erkennen, daß die wirtschaftlichen Fragen von großer Bedeutung sind. In den Kreisen der Industrie wird die Entwicklung aufmerksam verfolgt; man rechnet mit einer baldigen Klärung der Lage. — [65, 1128, 285, 1208]
strip-word: gen in — [22, 197, 48, 206]
strip-word: geht — [22, 437, 41, 446]
strip-word: iiber — [22, 2009, 41, 2018]
article-heading: Bulgarischer Generalstabsbericht vom 7. Dezember. — [71, 1106, 279, 1125]
article-body — [65, 134, 285, 467]
strip-word: tlos — [22, 233, 37, 242]
strip-word: Seid — [22, 2309, 40, 2318]
strip-word: iders, — [22, 1049, 45, 1058]
article-body — [517, 155, 737, 1160]
paragraph: Die bisherigen Darlegungen über die Lage wurden in der Sitzung eingehend erörtert. Nach den vorliegenden Meldungen hat die Regierung beschlossen, die weiteren Verhandlungen aufzunehmen. Die Kurse zeigten an der Börse eine feste Haltung, während der Geldmarkt flüssig blieb. Der Bericht über die Verhältnisse im Auslande läßt erkennen, daß die wirtschaftlichen Fragen von großer Bedeutung sind. In den Kreisen der Industrie wird die Entwicklung aufmerksam verfolgt; man rechnet mit einer baldigen Klärung der Lage. — [744, 660, 984, 740]
strip-word: Ellinger — [22, 1613, 55, 1622]
paragraph: Die bisherigen Darlegungen über die Lage wurden in der Sitzung eingehend erörtert. Nach den vorliegenden Meldungen hat die Regierung beschlossen, die weiteren Verhandlungen aufzunehmen. Die Kurse zeigten an der Börse eine feste Haltung, während der Geldmarkt flüssig blieb. Der Bericht über die Verhältnisse im Auslande läßt erkennen, daß die wirtschaftlichen Fragen von großer Bedeutung sind. In den Kreisen der Industrie wird die Entwicklung aufmerksam verfolgt; man rechnet mit einer baldigen Klärung der Lage. — [517, 911, 737, 991]
strip-word: Minister — [22, 2273, 57, 2282]
strip-word: geht — [22, 725, 41, 734]
strip-word: fiir — [22, 1745, 34, 1754]
strip-word: Seid — [22, 869, 40, 878]
